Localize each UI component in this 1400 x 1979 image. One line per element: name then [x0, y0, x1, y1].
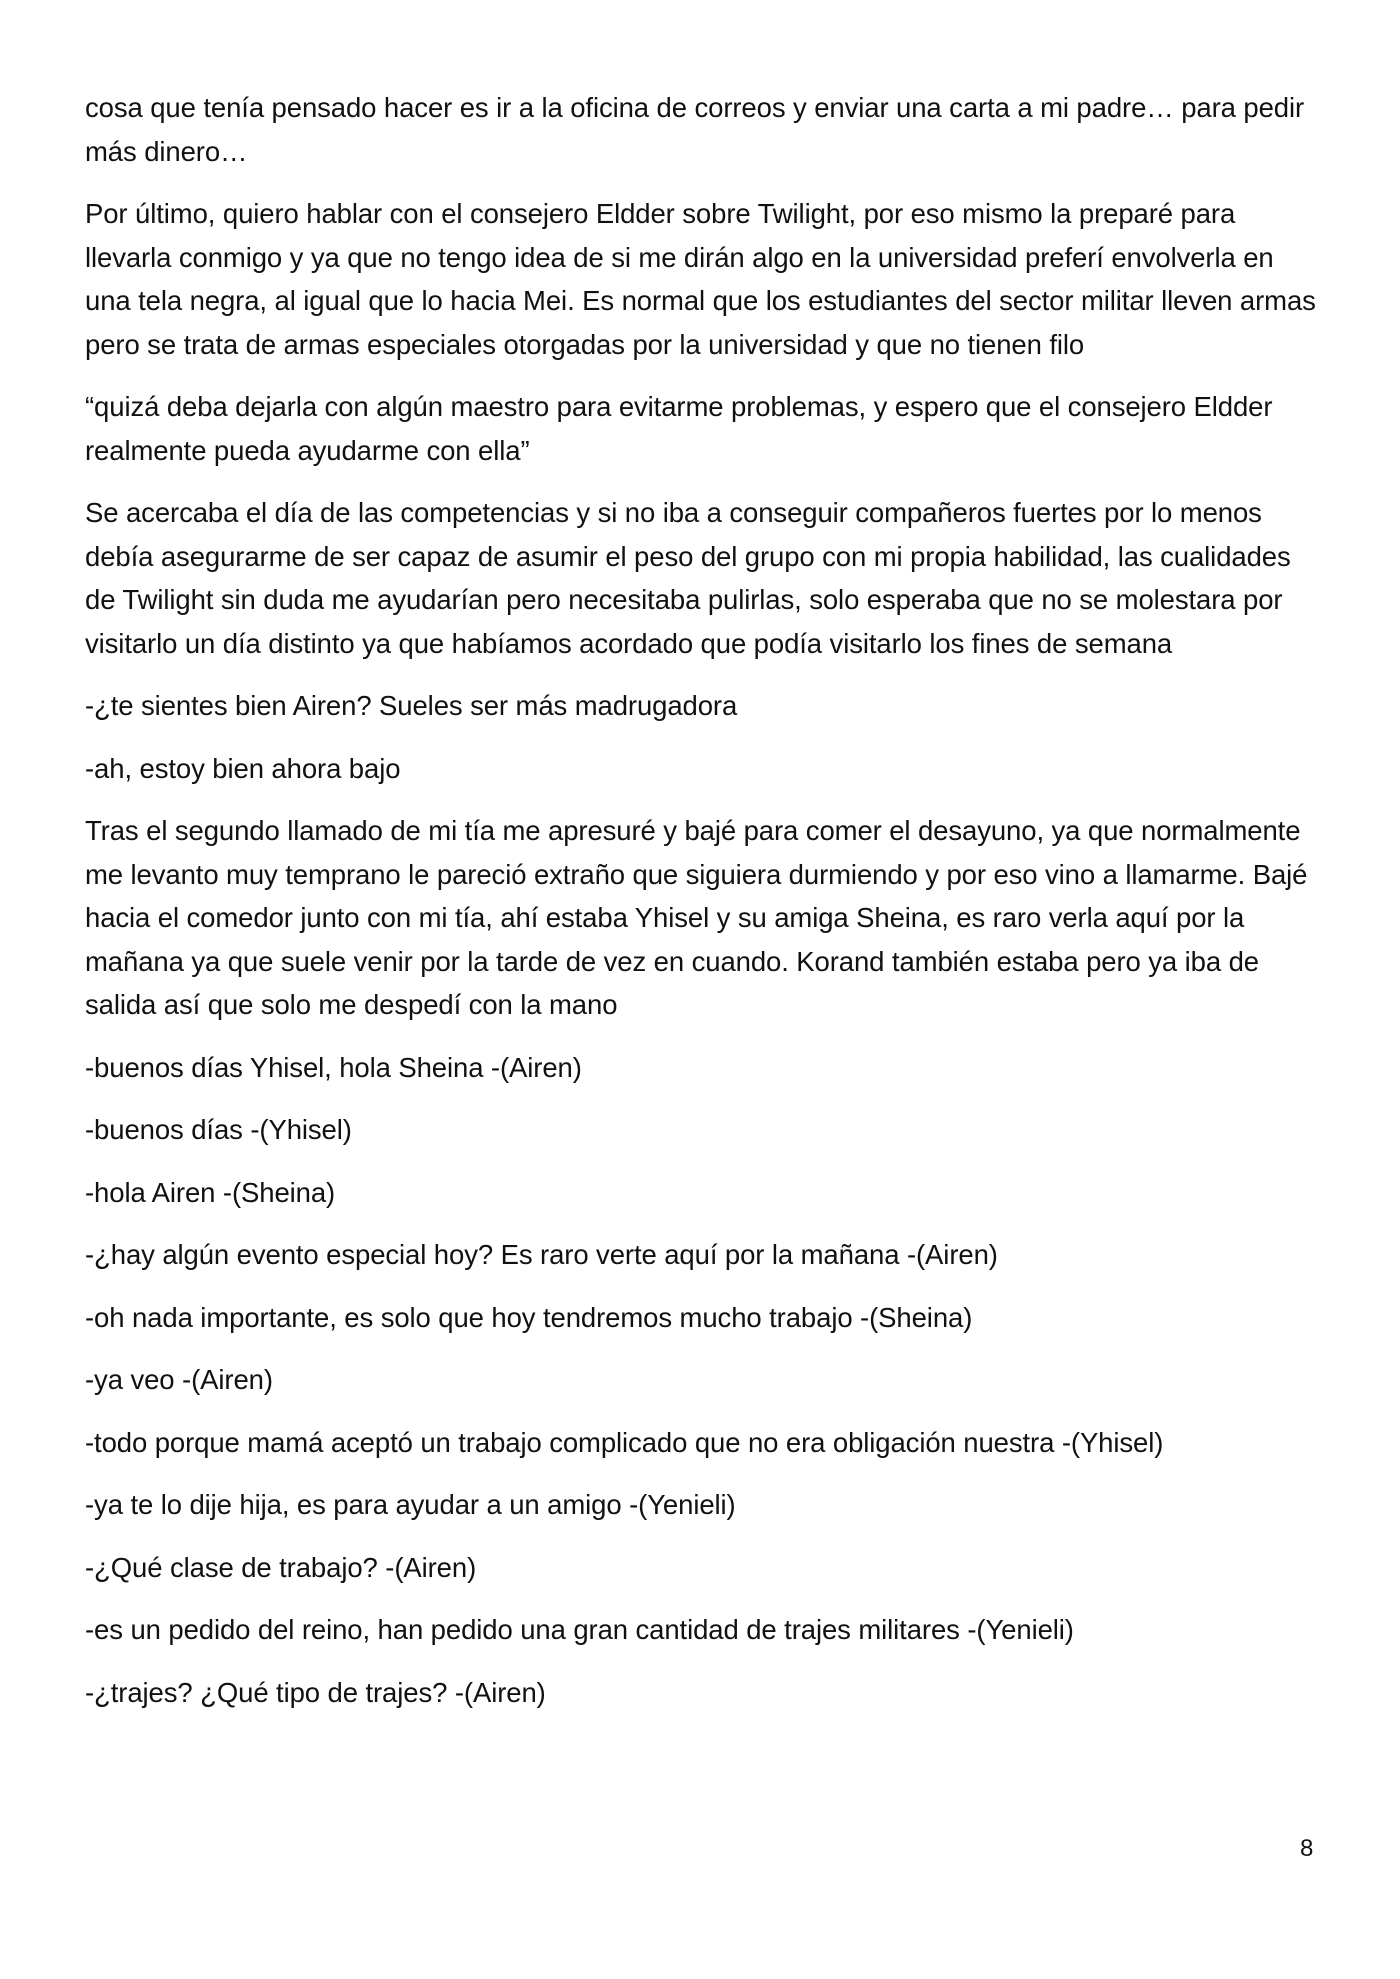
- dialogue-line: -¿te sientes bien Airen? Sueles ser más madrugadora: [85, 690, 738, 721]
- dialogue-line: -hola Airen -(Sheina): [85, 1176, 336, 1208]
- text-body: [85, 86, 1325, 1733]
- dialogue-line: -ya te lo dije hija, es para ayudar a un amigo -(Yenieli): [85, 1489, 736, 1520]
- dialogue-line: -oh nada importante, es solo que hoy tendremos mucho trabajo -(Sheina): [85, 1301, 973, 1333]
- dialogue-line: -¿trajes? ¿Qué tipo de trajes? -(Airen): [85, 1676, 546, 1708]
- paragraph: cosa que tenía pensado hacer es ir a la oficina de correos y enviar una carta a mi padre… para pedir más dinero…: [85, 92, 1305, 167]
- paragraph: Se acercaba el día de las competencias y si no iba a conseguir compañeros fuertes por lo menos debía asegurarme de ser capaz de asumir el peso del grupo con mi propia habilidad, las cualidades de Twilight sin duda me ayudarían pero necesitaba pulirlas, solo esperaba que no se molestara por visitarlo un día distinto ya que habíamos acordado que podía visitarlo los fines de semana: [85, 497, 1291, 659]
- dialogue-line: -todo porque mamá aceptó un trabajo complicado que no era obligación nuestra -(Yhisel): [85, 1426, 1164, 1458]
- dialogue-line: -es un pedido del reino, han pedido una gran cantidad de trajes militares -(Yenieli): [85, 1614, 1074, 1645]
- page-number: 8: [1300, 1835, 1314, 1862]
- dialogue-line: -¿hay algún evento especial hoy? Es raro verte aquí por la mañana -(Airen): [85, 1239, 998, 1270]
- dialogue-line: -¿Qué clase de trabajo? -(Airen): [85, 1551, 477, 1583]
- paragraph: Tras el segundo llamado de mi tía me apresuré y bajé para comer el desayuno, ya que normalmente me levanto muy temprano le pareció extraño que siguiera durmiendo y por eso vino a llamarme. Bajé hacia el comedor junto con mi tía, ahí estaba Yhisel y su amiga Sheina, es raro verla aquí por la mañana ya que suele venir por la tarde de vez en cuando. Korand también estaba pero ya iba de salida así que solo me despedí con la mano: [85, 815, 1308, 1020]
- dialogue-line: -ah, estoy bien ahora bajo: [85, 752, 401, 784]
- paragraph: Por último, quiero hablar con el consejero Eldder sobre Twilight, por eso mismo la preparé para llevarla conmigo y ya que no tengo idea de si me dirán algo en la universidad preferí envolverla en una tela negra, al igual que lo hacia Mei. Es normal que los estudiantes del sector militar lleven armas pero se trata de armas especiales otorgadas por la universidad y que no tienen filo: [85, 198, 1316, 360]
- dialogue-line: -buenos días -(Yhisel): [85, 1114, 352, 1145]
- paragraph: “quizá deba dejarla con algún maestro para evitarme problemas, y espero que el consejero Eldder realmente pueda ayudarme con ella”: [85, 391, 1273, 466]
- dialogue-line: -ya veo -(Airen): [85, 1364, 273, 1395]
- dialogue-line: -buenos días Yhisel, hola Sheina -(Airen): [85, 1051, 582, 1083]
